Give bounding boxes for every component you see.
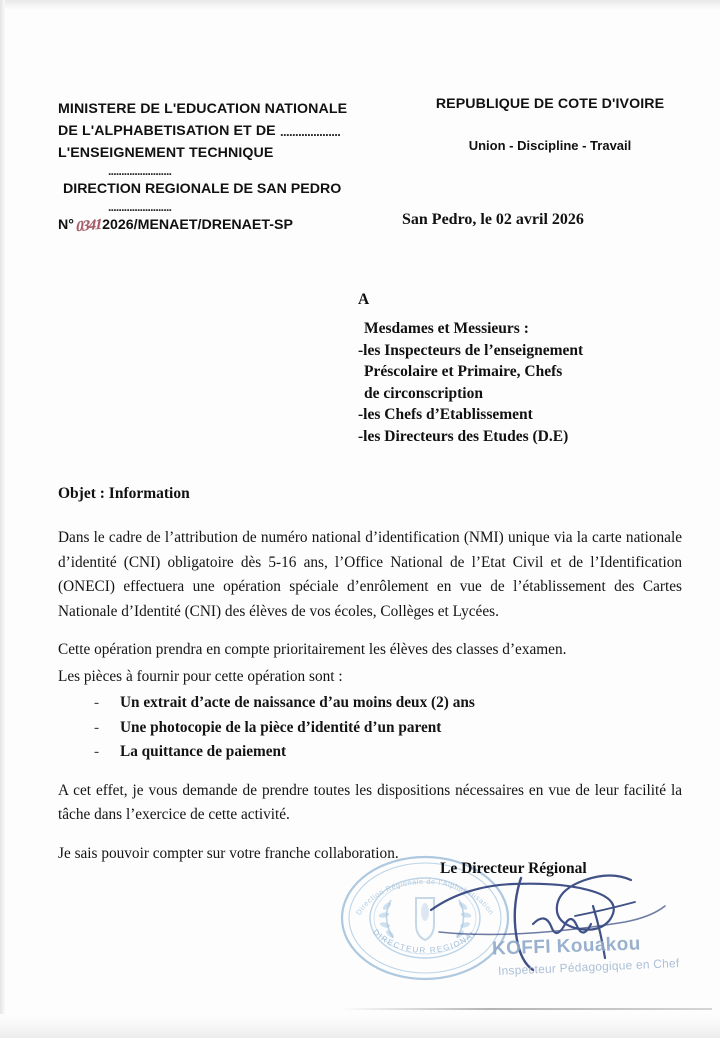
scan-bottom-fold-line	[340, 1008, 712, 1010]
addressee-line-circonscription: de circonscription	[364, 384, 483, 402]
list-item	[94, 716, 682, 741]
scan-top-shadow	[0, 0, 720, 10]
document-body	[58, 526, 682, 880]
body-paragraph-3: Les pièces à fournir pour cette opération sont :	[58, 667, 343, 685]
header-dots-separator-1: ........................	[108, 164, 172, 178]
ministry-line-3: L'ENSEIGNEMENT TECHNIQUE	[58, 145, 274, 161]
list-dash-icon: -	[94, 694, 100, 711]
body-paragraph-4: A cet effet, je vous demande de prendre toutes les dispositions nécessaires en vue de leur facilité la tâche dans l’exercice de cette activité.	[58, 781, 682, 823]
national-motto: Union - Discipline - Travail	[468, 138, 632, 153]
signatory-name: KOFFI Kouakou	[491, 933, 642, 960]
body-paragraph-1: Dans le cadre de l’attribution de numéro national d’identification (NMI) unique via la carte nationale d’identité (CNI) obligatoire dès 5-16 ans, l’Office National de l’Etat Civil et de l’Identification (ONECI) effectuera une opération spéciale d’enrôlement en vue de l’établissement des Cartes Nationale d’Identité (CNI) des élèves de vos écoles, Collèges et Lycées.	[58, 529, 682, 620]
body-paragraph-2: Cette opération prendra en compte prioritairement les élèves des classes d’examen.	[58, 641, 567, 658]
scan-left-shadow	[0, 0, 5, 1038]
reference-prefix: N°	[58, 217, 74, 233]
list-item-label: Un extrait d’acte de naissance d’au moins deux (2) ans	[120, 694, 475, 711]
signatory-role: Inspecteur Pédagogique en Chef	[497, 956, 680, 978]
header-right-block	[400, 96, 700, 153]
addressee-line-prescolaire: Préscolaire et Primaire, Chefs	[364, 363, 563, 380]
place-and-date: San Pedro, le 02 avril 2026	[402, 211, 584, 228]
list-item-label: Une photocopie de la pièce d’identité d’un parent	[120, 718, 442, 736]
list-dash-icon: -	[94, 718, 100, 736]
reference-suffix: 2026/MENAET/DRENAET-SP	[102, 217, 293, 233]
body-paragraph-5: Je sais pouvoir compter sur votre franche collaboration.	[58, 844, 399, 862]
direction-regionale-line: DIRECTION REGIONALE DE SAN PEDRO	[63, 181, 342, 197]
list-item-label: La quittance de paiement	[120, 743, 287, 760]
republic-title: REPUBLIQUE DE COTE D'IVOIRE	[435, 96, 665, 112]
list-dash-icon: -	[94, 743, 100, 760]
scan-bottom-shadow	[0, 1014, 720, 1038]
signature-title: Le Directeur Régional	[440, 860, 587, 877]
header-left-block	[58, 98, 378, 237]
ministry-line-2-text: DE L'ALPHABETISATION ET DE	[58, 123, 276, 139]
addressee-line-inspectors: -les Inspecteurs de l’enseignement	[358, 341, 584, 359]
signature-block	[330, 848, 690, 1013]
header-dots-inline: ....................	[280, 124, 341, 139]
ministry-line-2	[58, 120, 378, 142]
addressee-line-directeurs-etudes: -les Directeurs des Etudes (D.E)	[358, 427, 569, 445]
reference-number-line	[58, 214, 378, 237]
addressee-line-salutation: Mesdames et Messieurs :	[364, 320, 529, 337]
addressee-block	[358, 290, 668, 447]
list-item	[94, 691, 682, 716]
list-item	[94, 740, 682, 765]
reference-handwritten-number: 0341	[75, 216, 102, 236]
addressee-line-chefs-etablissement: -les Chefs d’Etablissement	[358, 406, 533, 423]
required-documents-list	[58, 691, 682, 765]
ministry-line-1: MINISTERE DE L'EDUCATION NATIONALE	[58, 101, 348, 117]
header-dots-separator-2: ........................	[108, 200, 172, 214]
subject-line: Objet : Information	[58, 485, 190, 502]
svg-text:Direction Régionale de l'Alpha: Direction Régionale de l'Alphabétisation	[353, 876, 497, 917]
svg-text:DIRECTEUR REGIONAL: DIRECTEUR REGIONAL	[371, 927, 479, 955]
addressee-a-marker: A	[358, 291, 370, 308]
